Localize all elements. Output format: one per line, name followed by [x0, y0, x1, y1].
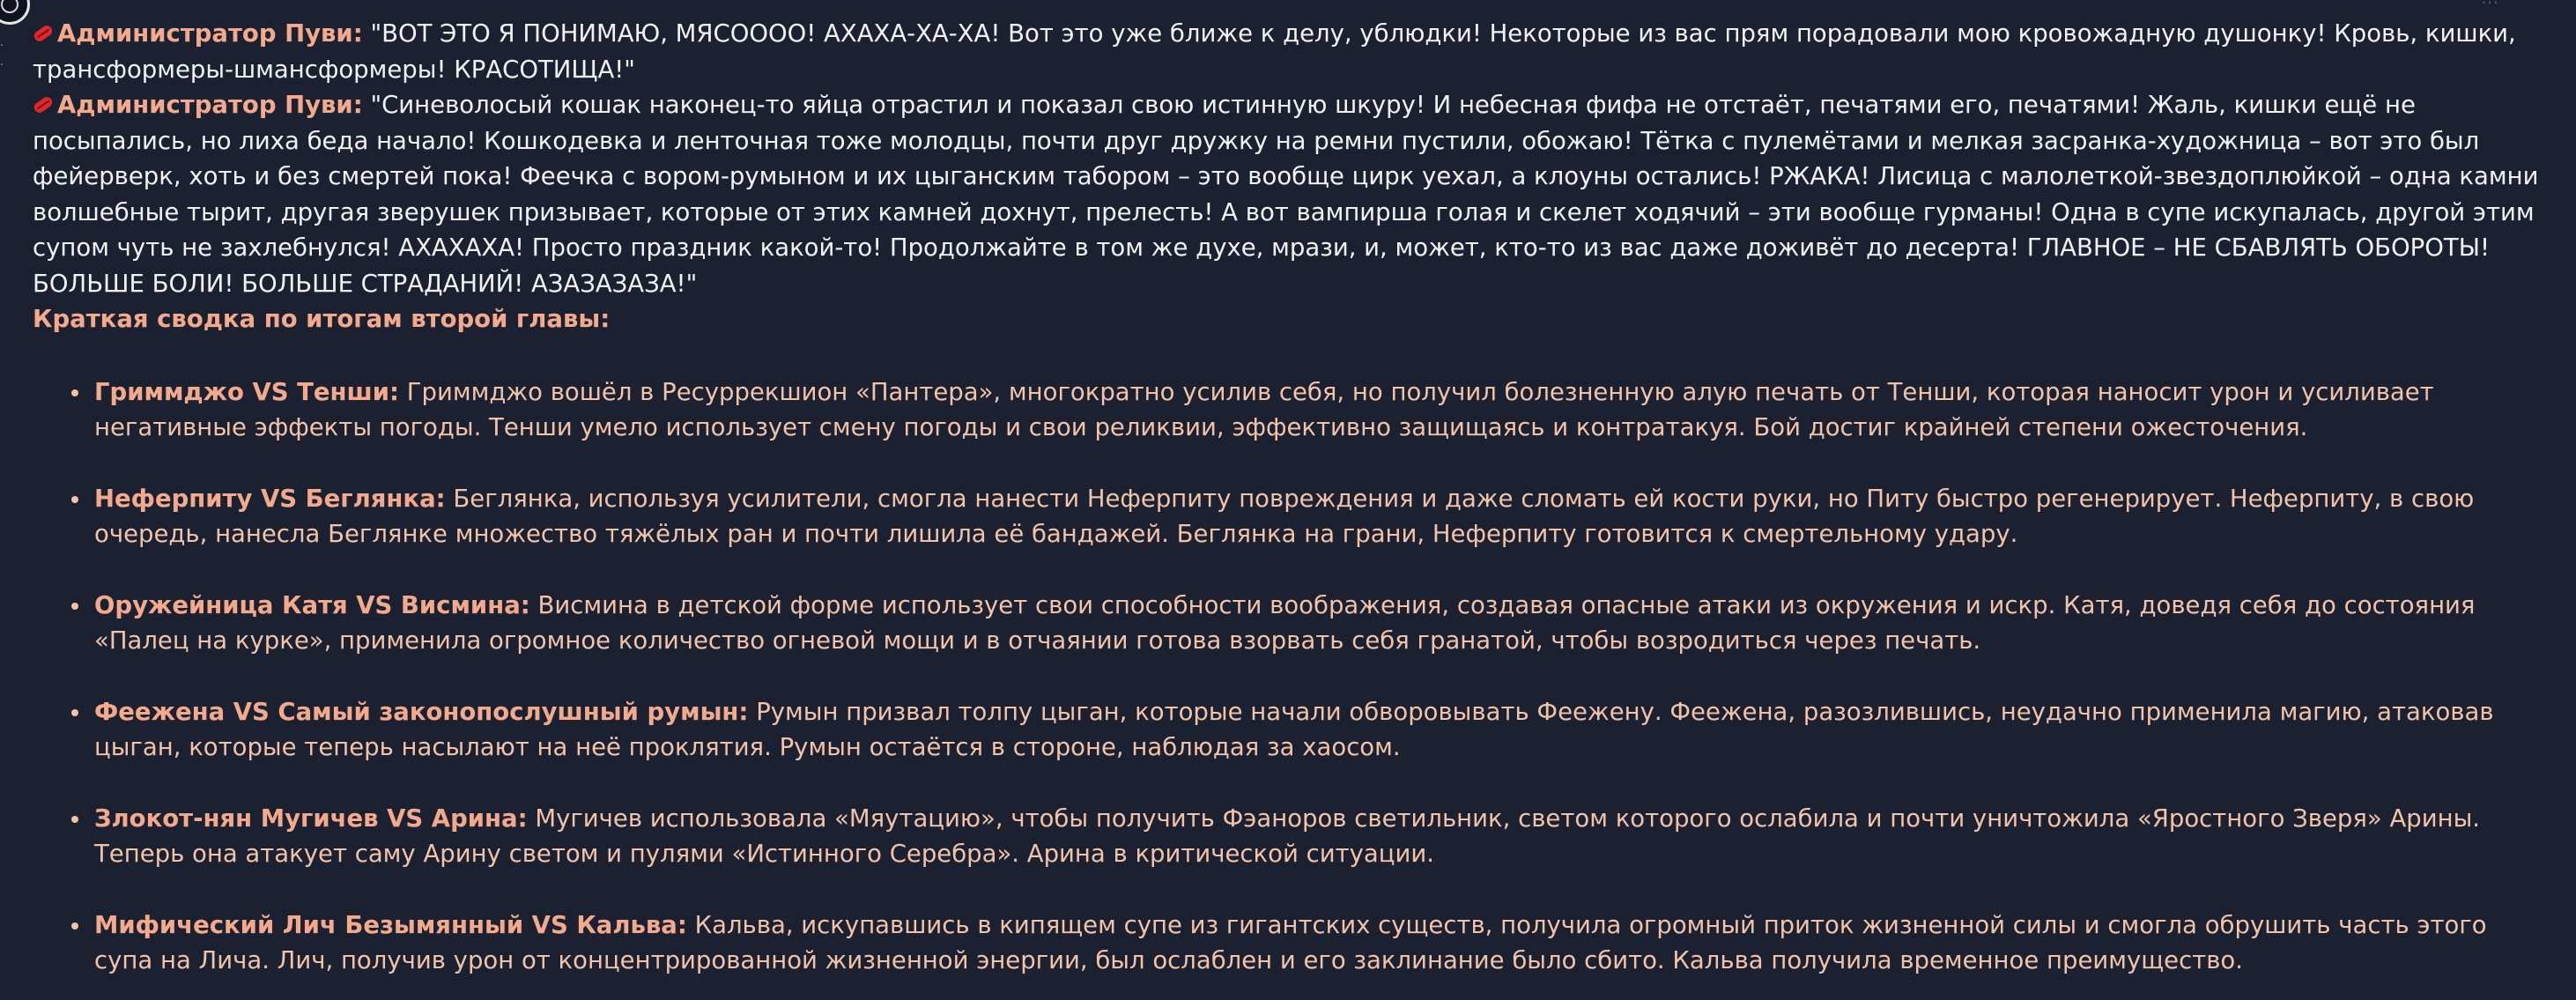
- battle-text: Мугичев использовала «Мяутацию», чтобы получить Фэаноров светильник, светом которого ослабила и почти уничтожила «Яростного Зверя» Арины. Теперь она атакует саму Арину светом и пулями «Истинного Серебра». Арина в критической ситуации.: [94, 804, 2481, 868]
- admin-post: [33, 16, 2552, 87]
- battle-text: Румын призвал толпу цыган, которые начали обворовывать Феежену. Феежена, разозлившись, неудачно применила магию, атаковав цыган, которые теперь насылают на неё проклятия. Румын остаётся в стороне, наблюдая за хаосом.: [94, 697, 2494, 761]
- lips-icon: [33, 94, 54, 115]
- admin-quote: "Синеволосый кошак наконец-то яйца отрастил и показал свою истинную шкуру! И небесная фифа не отстаёт, печатями его, печатями! Жаль, кишки ещё не посыпались, но лиха беда начало! Кошкодевка и ленточная тоже молодцы, почти друг дружку на ремни пустили, обожаю! Тётка с пулемётами и мелкая засранка-художница – вот это был фейерверк, хоть и без смертей пока! Феечка с вором-румыном и их цыганским табором – это вообще цирк уехал, а клоуны остались! РЖАКА! Лисица с малолеткой-звездоплюйкой – одна камни волшебные тырит, другая зверушек призывает, которые от этих камней дохнут, прелесть! А вот вампирша голая и скелет ходячий – эти вообще гурманы! Одна в супе искупалась, другой этим супом чуть не захлебнулся! АХАХАХА! Просто праздник какой-то! Продолжайте в том же духе, мрази, и, может, кто-то из вас даже доживёт до десерта! ГЛАВНОЕ – НЕ СБАВЛЯТЬ ОБОРОТЫ! БОЛЬШЕ БОЛИ! БОЛЬШЕ СТРАДАНИЙ! АЗАЗАЗАЗА!": [33, 91, 2539, 298]
- admin-post: [33, 87, 2552, 301]
- admin-name: Администратор Пуви:: [57, 19, 363, 48]
- list-item: [94, 694, 2552, 766]
- list-item: [94, 481, 2552, 552]
- list-item: [94, 801, 2552, 872]
- battle-text: Гриммджо вошёл в Ресуррекшион «Пантера», многократно усилив себя, но получил болезненную алую печать от Тенши, которая наносит урон и усиливает негативные эффекты погоды. Тенши умело использует смену погоды и свои реликвии, эффективно защищаясь и контратакуя. Бой достиг крайней степени ожесточения.: [94, 377, 2434, 441]
- message-content: [33, 16, 2552, 1000]
- list-item: [94, 588, 2552, 659]
- admin-name: Администратор Пуви:: [57, 91, 363, 119]
- admin-quote: "ВОТ ЭТО Я ПОНИМАЮ, МЯСООOO! АХАХА-ХА-ХА! Вот это уже ближе к делу, ублюдки! Некоторые из вас прям порадовали мою кровожадную душонку! Кровь, кишки, трансформеры-шмансформеры! КРАСОТИЩА!": [33, 19, 2516, 84]
- battle-title: Феежена VS Самый законопослушный румын:: [94, 697, 749, 726]
- lips-icon: [33, 23, 54, 44]
- message-actions: [2481, 0, 2514, 12]
- battle-list: [33, 374, 2552, 979]
- battle-title: Злокот-нян Мугичев VS Арина:: [94, 804, 528, 833]
- list-item: [94, 907, 2552, 979]
- battle-title: Оружейница Катя VS Висмина:: [94, 590, 530, 619]
- battle-title: Мифический Лич Безымянный VS Кальва:: [94, 910, 687, 939]
- battle-text: Беглянка, используя усилители, смогла нанести Неферпиту повреждения и даже сломать ей кости руки, но Питу быстро регенерирует. Неферпиту, в свою очередь, нанесла Беглянке множество тяжёлых ран и почти лишила её бандажей. Беглянка на грани, Неферпиту готовится к смертельному удару.: [94, 484, 2475, 548]
- battle-text: Висмина в детской форме использует свои способности воображения, создавая опасные атаки из окружения и искр. Катя, доведя себя до состояния «Палец на курке», применила огромное количество огневой мощи и в отчаянии готова взорвать себя гранатой, чтобы возродиться через печать.: [94, 590, 2476, 655]
- summary-title: Краткая сводка по итогам второй главы:: [33, 305, 611, 333]
- battle-text: Кальва, искупавшись в кипящем супе из гигантских существ, получила огромный приток жизненной силы и смогла обрушить часть этого супа на Лича. Лич, получив урон от концентрированной жизненной энергии, был ослаблен и его заклинание было сбито. Кальва получила временное преимущество.: [94, 910, 2487, 974]
- more-icon[interactable]: ⋯: [2481, 0, 2514, 12]
- avatar[interactable]: [0, 0, 30, 25]
- gutter-marks: · ·: [0, 40, 4, 72]
- battle-title: Гриммджо VS Тенши:: [94, 377, 400, 406]
- battle-title: Неферпиту VS Беглянка:: [94, 484, 446, 513]
- list-item: [94, 374, 2552, 446]
